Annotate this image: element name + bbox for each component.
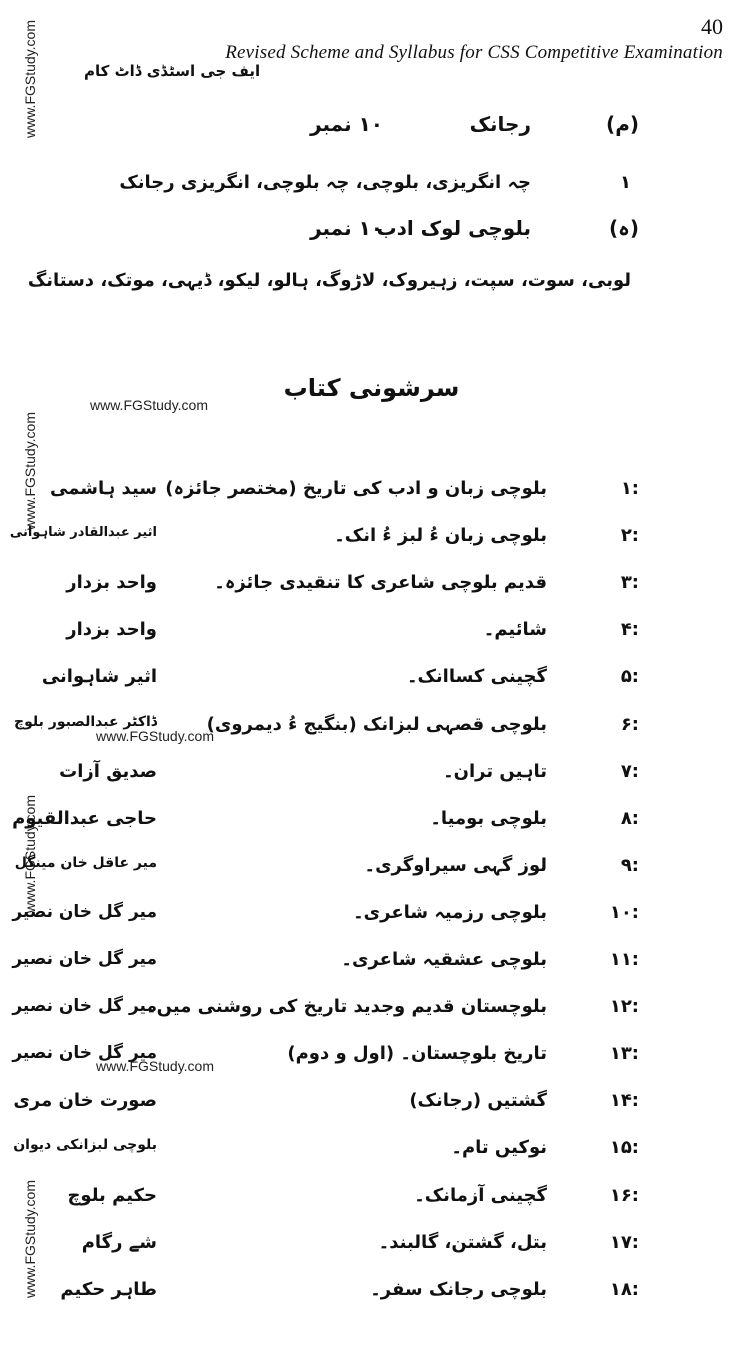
book-author: اثیر شاہوانی: [41, 666, 157, 687]
book-number: ۱۰:: [609, 902, 639, 923]
book-number: ۱۸:: [609, 1279, 639, 1300]
book-title: گچینی آزمانک۔: [414, 1185, 547, 1206]
book-number: ۸:: [620, 808, 639, 829]
section-label: (ہ): [609, 216, 639, 240]
book-author: شے رگام: [81, 1232, 157, 1253]
section-item-text: لوبی، سوت، سپت، زہیروک، لاڑوگ، ہالو، لیکو، ڈیہی، موتک، دستانگ: [27, 270, 631, 291]
book-author: بلوچی لبزانکی دیوان: [13, 1137, 157, 1153]
book-author: حاجی عبدالقیوم: [12, 808, 157, 829]
section-title: بلوچی لوک ادب: [376, 216, 531, 240]
book-number: ۶:: [620, 714, 639, 735]
watermark-horizontal-3: www.FGStudy.com: [96, 1058, 214, 1074]
book-number: ۱۲:: [609, 996, 639, 1017]
book-title: گشتیں (رجانک): [409, 1090, 547, 1111]
book-title: بلوچستان قدیم وجدید تاریخ کی روشنی میں۔: [146, 996, 547, 1017]
book-title: بتل، گشتن، گالبند۔: [378, 1232, 547, 1253]
book-author: واحد بزدار: [66, 572, 157, 593]
book-title: تاریخ بلوچستان۔ (اول و دوم): [287, 1043, 547, 1064]
book-title: بلوچی قصہی لبزانک (بنگیج ءُ دیمروی): [206, 714, 547, 735]
page-number: 40: [701, 14, 723, 39]
book-author: سید ہاشمی: [50, 478, 157, 499]
book-title: قدیم بلوچی شاعری کا تنقیدی جائزہ۔: [214, 572, 547, 593]
watermark-horizontal-2: www.FGStudy.com: [96, 728, 214, 744]
book-author: میر عاقل خان مینگل: [14, 855, 157, 871]
book-title: بلوچی رزمیہ شاعری۔: [353, 902, 547, 923]
section-label: (م): [606, 112, 639, 136]
book-number: ۱:: [620, 478, 639, 499]
book-number: ۷:: [620, 761, 639, 782]
watermark-vertical-1: www.FGStudy.com: [22, 20, 38, 138]
book-author: صورت خان مری: [13, 1090, 157, 1111]
book-title: بلوچی زبان ءُ لبز ءُ انک۔: [334, 525, 547, 546]
book-author: اثیر عبدالقادر شاہوانی: [9, 525, 157, 540]
book-number: ۳:: [620, 572, 639, 593]
book-author: حکیم بلوچ: [67, 1185, 157, 1206]
book-number: ۱۱:: [609, 949, 639, 970]
books-heading: سرشونی کتاب: [283, 374, 460, 402]
book-number: ۱۶:: [609, 1185, 639, 1206]
section-marks: ۱۰ نمبر: [310, 112, 383, 136]
book-title: نوکیں تام۔: [451, 1137, 547, 1158]
section-marks: ۱۰ نمبر: [310, 216, 383, 240]
site-name-urdu: ایف جی اسٹڈی ڈاٹ کام: [84, 62, 261, 80]
book-author: میر گل خان نصیر: [12, 902, 157, 922]
book-title: بلوچی رجانک سفر۔: [370, 1279, 547, 1300]
watermark-vertical-2: www.FGStudy.com: [22, 412, 38, 530]
book-number: ۱۵:: [609, 1137, 639, 1158]
book-author: میر گل خان نصیر: [12, 1043, 157, 1063]
book-title: گچینی کساانک۔: [406, 666, 547, 687]
book-title: بلوچی زبان و ادب کی تاریخ (مختصر جائزہ): [165, 478, 547, 499]
book-number: ۴:: [620, 619, 639, 640]
book-number: ۱۳:: [609, 1043, 639, 1064]
book-number: ۵:: [620, 666, 639, 687]
page-header: Revised Scheme and Syllabus for CSS Competitive Examination: [225, 42, 723, 63]
book-title: شائیم۔: [483, 619, 547, 640]
book-author: میر گل خان نصیر: [12, 996, 157, 1016]
watermark-vertical-3: www.FGStudy.com: [22, 795, 38, 913]
book-number: ۱۷:: [609, 1232, 639, 1253]
section-item-number: ۱: [620, 172, 631, 193]
book-author: واحد بزدار: [66, 619, 157, 640]
book-author: ڈاکٹر عبدالصبور بلوچ: [14, 714, 157, 730]
book-number: ۹:: [620, 855, 639, 876]
book-number: ۲:: [620, 525, 639, 546]
watermark-vertical-4: www.FGStudy.com: [22, 1180, 38, 1298]
book-title: لوز گہی سیراوگری۔: [364, 855, 547, 876]
book-author: میر گل خان نصیر: [12, 949, 157, 969]
book-title: بلوچی بومیا۔: [430, 808, 547, 829]
section-title: رجانک: [469, 112, 531, 136]
watermark-horizontal-1: www.FGStudy.com: [90, 397, 208, 413]
book-title: تاہیں تران۔: [443, 761, 547, 782]
book-title: بلوچی عشقیہ شاعری۔: [341, 949, 547, 970]
book-author: صدیق آزات: [59, 761, 157, 782]
book-number: ۱۴:: [609, 1090, 639, 1111]
section-item-text: چہ انگریزی، بلوچی، چہ بلوچی، انگریزی رجانک: [119, 172, 531, 193]
book-author: طاہر حکیم: [60, 1279, 157, 1300]
